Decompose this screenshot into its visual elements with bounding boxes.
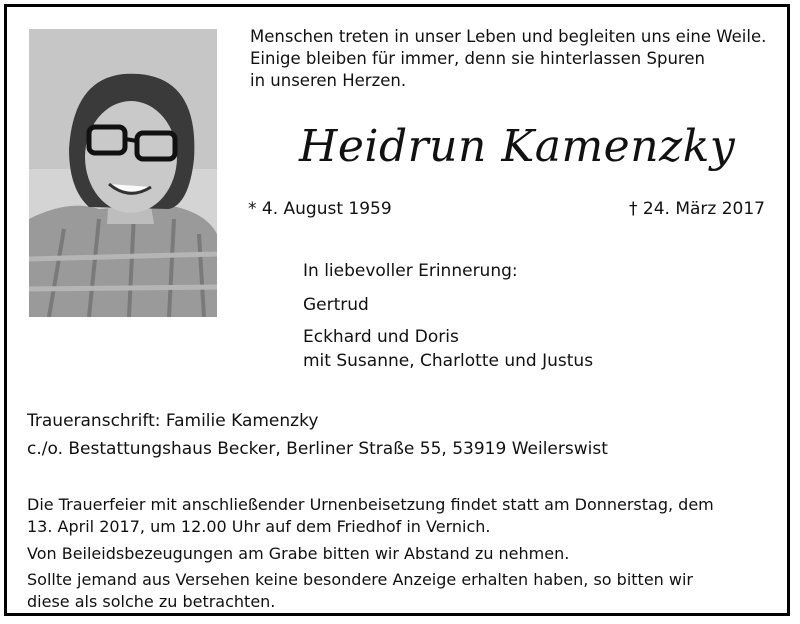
mourner-line: mit Susanne, Charlotte und Justus [303,351,594,371]
quote-line: Einige bleiben für immer, denn sie hinterlassen Spuren [250,49,705,68]
portrait-illustration [29,29,217,317]
notice-line: diese als solche zu betrachten. [27,592,276,611]
notice-line: Von Beileidsbezeugungen am Grabe bitten wir Abstand zu nehmen. [27,544,570,563]
quote-line: Menschen treten in unser Leben und begleiten uns eine Weile. [250,27,767,46]
obituary-frame [4,4,790,616]
birth-date: * 4. August 1959 [248,199,392,219]
memorial-quote [250,26,766,92]
notice-line: Sollte jemand aus Versehen keine besondere Anzeige erhalten haben, so bitten wir [27,570,693,589]
quote-line: in unseren Herzen. [250,71,407,90]
mourner-line: Eckhard und Doris [303,327,459,347]
notice-line: 13. April 2017, um 12.00 Uhr auf dem Friedhof in Vernich. [27,517,491,536]
notice-line: Die Trauerfeier mit anschließender Urnenbeisetzung findet statt am Donnerstag, dem [27,495,714,514]
address-line: Traueranschrift: Familie Kamenzky [27,411,319,431]
death-date: † 24. März 2017 [628,199,765,219]
address-line: c./o. Bestattungshaus Becker, Berliner Straße 55, 53919 Weilerswist [27,439,608,459]
remembrance-intro: In liebevoller Erinnerung: [303,261,518,281]
portrait-photo [29,29,217,317]
deceased-name: Heidrun Kamenzky [299,121,736,172]
mourner-line: Gertrud [303,295,369,315]
